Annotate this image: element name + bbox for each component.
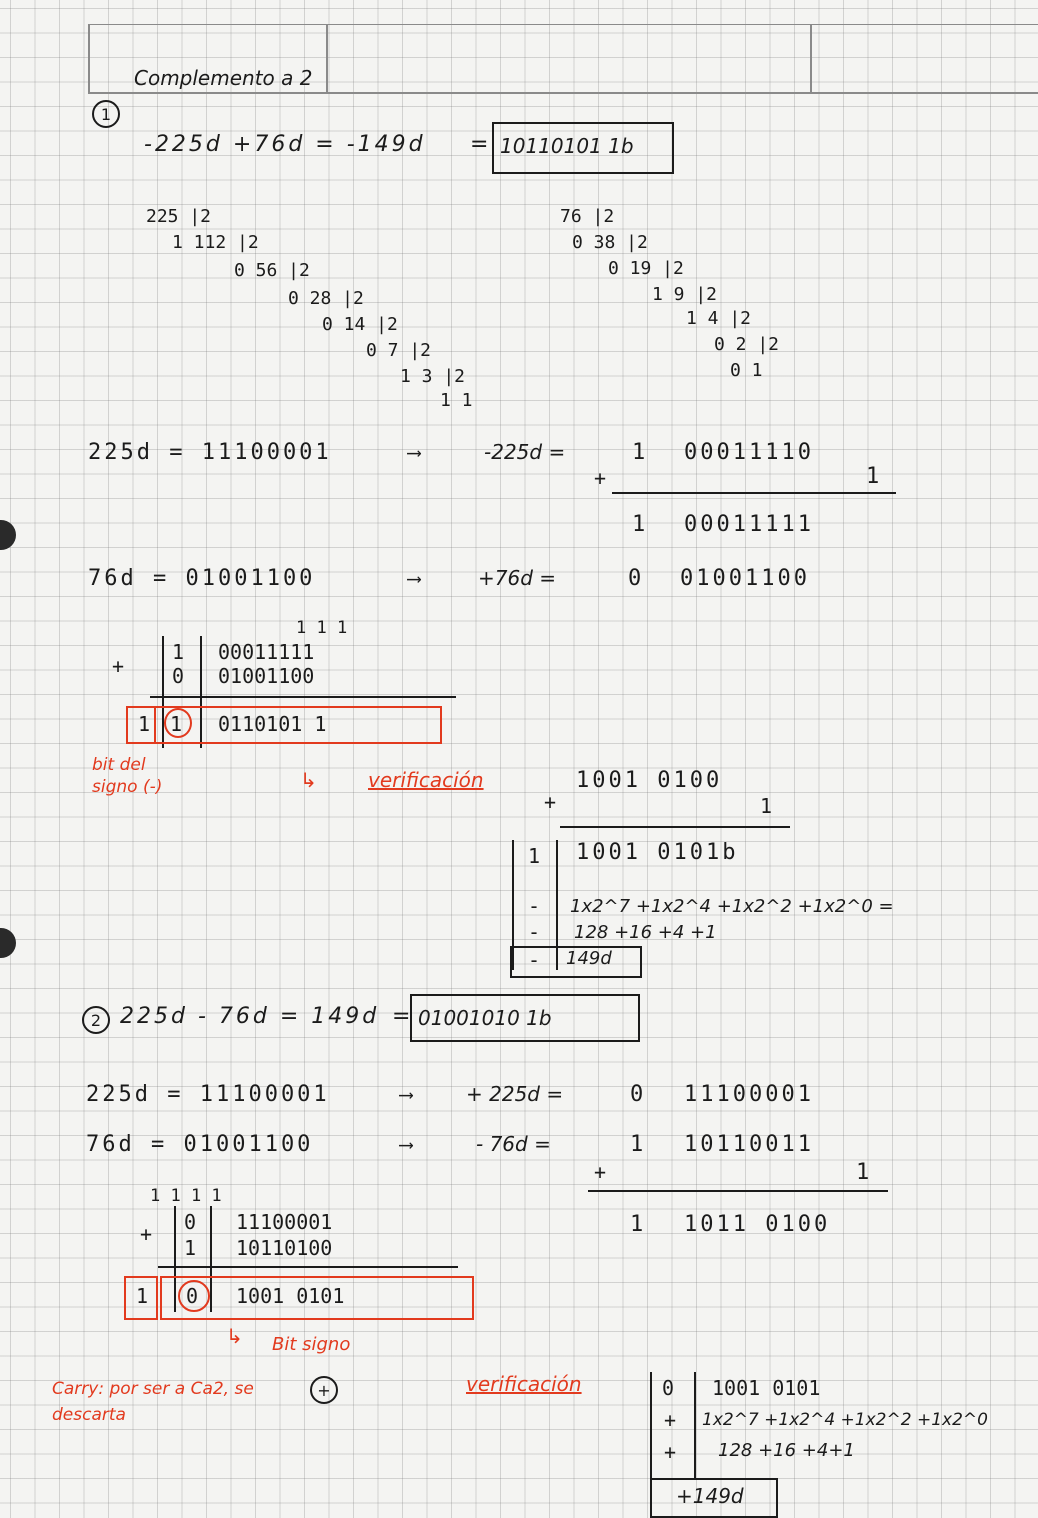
ex1-add-row1-sign: 1 <box>172 640 185 664</box>
ex2-carry-label: Carry: por ser a Ca2, se descarta <box>52 1379 254 1425</box>
ex2-225-binary: 225d = 11100001 <box>86 1082 330 1107</box>
header-divider <box>326 24 328 94</box>
arrow-icon: ⟶ <box>400 1082 413 1106</box>
ex1-add-sign: 1 <box>170 712 183 736</box>
sum-line <box>612 492 896 494</box>
ex2-plus-circle: + <box>310 1376 338 1404</box>
ex1-225-binary: 225d = 11100001 <box>88 440 332 465</box>
ex2-add-row2-sign: 1 <box>184 1236 197 1260</box>
ex1-div225-row: 0 7 |2 <box>366 340 432 361</box>
ex2-add-row1-bits: 11100001 <box>236 1210 333 1234</box>
ex2-pos225-bits: 11100001 <box>684 1082 814 1107</box>
ex1-carries: 1 1 1 <box>296 618 348 638</box>
ex2-plus-sign: + <box>594 1160 607 1184</box>
ex1-div76-row: 76 |2 <box>560 206 615 227</box>
ex1-sum225-sign: 1 <box>632 512 649 537</box>
arrow-icon: ⟶ <box>408 440 421 464</box>
ex1-div76-row: 0 19 |2 <box>608 258 684 279</box>
ex2-result-prefix: = <box>392 1004 414 1029</box>
arrow-icon: ⟶ <box>400 1132 413 1156</box>
ex1-neg225-sign: 1 <box>632 440 649 465</box>
ex2-verif-result: +149d <box>676 1484 744 1508</box>
ex2-carries: 1 1 1 1 <box>150 1186 222 1206</box>
ex1-div225-row: 225 |2 <box>146 206 212 227</box>
ex2-neg76-bits: 10110011 <box>684 1132 814 1157</box>
ex2-add-row1-sign: 0 <box>184 1210 197 1234</box>
ex2-neg76-label: - 76d = <box>476 1132 551 1156</box>
ex1-add-row1-bits: 00011111 <box>218 640 315 664</box>
ex2-neg76-sign: 1 <box>630 1132 647 1157</box>
ex2-pos225-sign: 0 <box>630 1082 647 1107</box>
ex2-sum-sign: 1 <box>630 1212 647 1237</box>
header-top-line <box>88 24 1038 25</box>
ex2-verif-sign: + <box>664 1408 677 1432</box>
exercise-number-2: 2 <box>82 1006 110 1034</box>
sign-divider <box>694 1372 696 1480</box>
ex2-add-row2-bits: 10110100 <box>236 1236 333 1260</box>
ex1-verif-sign: - <box>528 948 541 972</box>
page-title: Complemento a 2 <box>134 66 313 90</box>
ex1-neg225-label: -225d = <box>484 440 566 464</box>
ex1-verif-plus: + <box>544 790 557 814</box>
ex2-add-carry: 1 <box>136 1284 149 1308</box>
ex1-add-plus: + <box>112 654 125 678</box>
ex1-div225-row: 0 56 |2 <box>234 260 310 281</box>
ex2-plus-one: 1 <box>856 1160 873 1185</box>
ex1-add-row2-sign: 0 <box>172 664 185 688</box>
ex2-76-binary: 76d = 01001100 <box>86 1132 314 1157</box>
ex1-div76-row: 0 2 |2 <box>714 334 780 355</box>
ex1-add-bits: 0110101 1 <box>218 712 327 736</box>
ex2-result: 01001010 1b <box>418 1006 552 1030</box>
ex2-verif-row-bits: 1001 0101 <box>712 1376 821 1400</box>
sum-line <box>150 696 456 698</box>
ex1-div76-row: 1 4 |2 <box>686 308 752 329</box>
ex1-verif-values: 128 +16 +4 +1 <box>574 922 717 943</box>
ex1-result: 10110101 1b <box>500 134 634 158</box>
ex2-verif-label: verificación <box>466 1372 582 1396</box>
header-divider <box>810 24 812 94</box>
header-divider <box>88 24 90 94</box>
ex1-verif-one: 1 <box>760 794 773 818</box>
ex1-verif-sign: - <box>528 894 541 918</box>
ex1-div76-row: 1 9 |2 <box>652 284 718 305</box>
ex1-neg225-bits: 00011110 <box>684 440 814 465</box>
arrow-icon: ↳ <box>226 1324 243 1348</box>
ex1-div76-row: 0 38 |2 <box>572 232 648 253</box>
ex2-sum-bits: 1011 0100 <box>684 1212 831 1237</box>
ex1-verif-sign: - <box>528 920 541 944</box>
ex1-verif-sign: 1 <box>528 844 541 868</box>
arrow-icon: ⟶ <box>408 566 421 590</box>
ex1-pos76-bits: 01001100 <box>680 566 810 591</box>
header-line <box>88 92 1038 94</box>
ex1-add-carry: 1 <box>138 712 151 736</box>
ex1-verif-result: 149d <box>566 948 612 969</box>
ex1-div225-row: 0 14 |2 <box>322 314 398 335</box>
ex1-div225-row: 0 28 |2 <box>288 288 364 309</box>
ex2-verif-sign: + <box>664 1440 677 1464</box>
ex1-add-row2-bits: 01001100 <box>218 664 315 688</box>
ex2-verif-values: 128 +16 +4+1 <box>718 1440 855 1461</box>
ex2-bit-label: Bit signo <box>272 1334 351 1355</box>
ex1-verif-row1: 1001 0100 <box>576 768 723 793</box>
ex2-pos225-label: + 225d = <box>466 1082 564 1106</box>
sum-line <box>588 1190 888 1192</box>
ex2-add-bits: 1001 0101 <box>236 1284 345 1308</box>
ex1-div225-row: 1 1 <box>440 390 473 411</box>
ex1-equation: -225d +76d = -149d <box>144 132 426 157</box>
ex1-result-prefix: = <box>470 132 492 157</box>
ex1-plus-sign: + <box>594 466 607 490</box>
ex1-pos76-label: +76d = <box>478 566 557 590</box>
ex1-verif-label: verificación <box>368 768 484 792</box>
ex1-76-binary: 76d = 01001100 <box>88 566 316 591</box>
ex1-div76-row: 0 1 <box>730 360 763 381</box>
carry-box <box>126 706 156 744</box>
ex1-bit-label: bit del signo (-) <box>92 755 163 797</box>
ex1-div225-row: 1 112 |2 <box>172 232 259 253</box>
ex1-verif-expr: 1x2^7 +1x2^4 +1x2^2 +1x2^0 = <box>570 896 894 917</box>
ex1-plus-one: 1 <box>866 464 883 489</box>
ex1-div225-row: 1 3 |2 <box>400 366 466 387</box>
sum-line <box>158 1266 458 1268</box>
ex2-add-plus: + <box>140 1222 153 1246</box>
ex2-add-sign: 0 <box>186 1284 199 1308</box>
ex1-verif-sum: 1001 0101b <box>576 840 739 865</box>
arrow-icon: ↳ <box>300 768 317 792</box>
exercise-number-1: 1 <box>92 100 120 128</box>
ex1-pos76-sign: 0 <box>628 566 645 591</box>
ex2-verif-row-sign: 0 <box>662 1376 675 1400</box>
ex2-equation: 225d - 76d = 149d <box>120 1004 380 1029</box>
sum-line <box>560 826 790 828</box>
ex2-verif-expr: 1x2^7 +1x2^4 +1x2^2 +1x2^0 <box>702 1410 988 1430</box>
ex1-sum225-bits: 00011111 <box>684 512 814 537</box>
